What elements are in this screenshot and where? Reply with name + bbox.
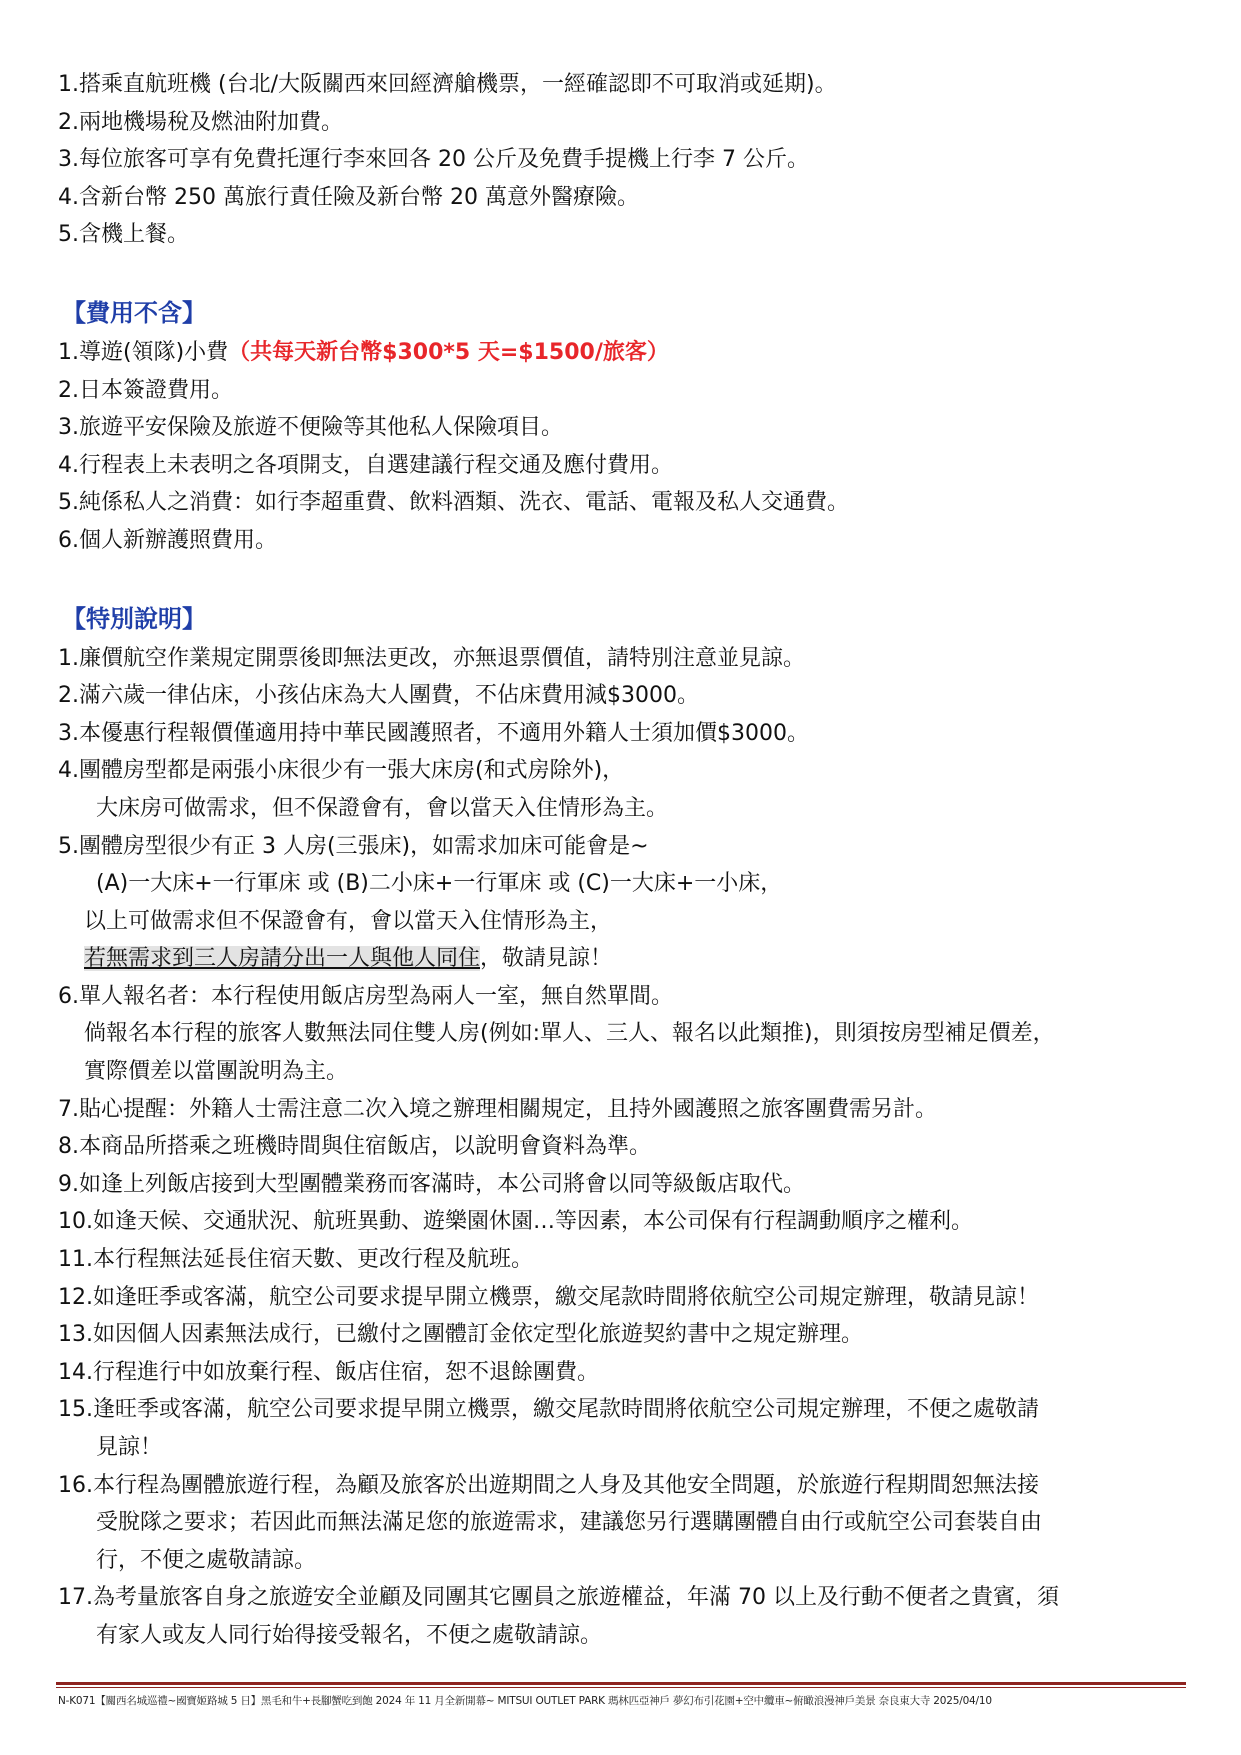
highlighted-text: 若無需求到三人房請分出一人與他人同住 <box>84 946 481 972</box>
list-item-continuation: 受脫隊之要求；若因此而無法滿足您的旅遊需求，建議您另行選購團體自由行或航空公司套裝自由 <box>96 1510 1043 1536</box>
list-item: 5.團體房型很少有正 3 人房(三張床)，如需求加床可能會是~ <box>58 833 649 859</box>
list-item: 6.單人報名者：本行程使用飯店房型為兩人一室，無自然單間。 <box>58 983 673 1009</box>
footer-divider-thin <box>56 1687 1186 1688</box>
list-item: 2.兩地機場稅及燃油附加費。 <box>58 109 343 135</box>
tip-amount: （共每天新台幣$300*5 天=$1500/旅客） <box>228 339 669 365</box>
list-item: 7.貼心提醒：外籍人士需注意二次入境之辦理相關規定，且持外國護照之旅客團費需另計。 <box>58 1096 937 1122</box>
list-item: 6.個人新辦護照費用。 <box>58 527 277 553</box>
list-item-continuation <box>58 940 1188 978</box>
list-item: 1.廉價航空作業規定開票後即無法更改，亦無退票價值，請特別注意並見諒。 <box>58 645 805 671</box>
tip-text: 1.導遊(領隊)小費 <box>58 339 229 365</box>
list-item: 3.本優惠行程報價僅適用持中華民國護照者，不適用外籍人士須加價$3000。 <box>58 720 809 746</box>
spacer <box>58 560 1188 598</box>
list-item-continuation: 大床房可做需求，但不保證會有，會以當天入住情形為主。 <box>96 795 669 821</box>
list-item-continuation: 以上可做需求但不保證會有，會以當天入住情形為主， <box>84 908 613 934</box>
list-item: 5.純係私人之消費：如行李超重費、飲料酒類、洗衣、電話、電報及私人交通費。 <box>58 490 849 516</box>
list-item: 9.如逢上列飯店接到大型團體業務而客滿時，本公司將會以同等級飯店取代。 <box>58 1171 805 1197</box>
list-item <box>58 334 1188 372</box>
list-item: 12.如逢旺季或客滿，航空公司要求提早開立機票，繳交尾款時間將依航空公司規定辦理，敬請見諒！ <box>58 1284 1039 1310</box>
included-list <box>58 66 1188 254</box>
page-footer: N-K071【關西名城巡禮~國寶姬路城 5 日】黑毛和牛+長腳蟹吃到飽 2024 年 11 月全新開幕~ MITSUI OUTLET PARK 瑪林匹亞神戶 夢幻布引花園+空中纜車~俯瞰浪漫神戶美景 奈良東大寺 2025/04/10 <box>58 1695 992 1707</box>
excluded-heading: 【費用不含】 <box>62 298 206 327</box>
list-item: 11.本行程無法延長住宿天數、更改行程及航班。 <box>58 1247 533 1273</box>
list-item: 2.日本簽證費用。 <box>58 377 233 403</box>
notes-list <box>58 640 1188 1655</box>
list-item: 3.旅遊平安保險及旅遊不便險等其他私人保險項目。 <box>58 415 563 441</box>
list-item: 13.如因個人因素無法成行，已繳付之團體訂金依定型化旅遊契約書中之規定辦理。 <box>58 1322 863 1348</box>
spacer <box>58 254 1188 292</box>
list-item: 4.含新台幣 250 萬旅行責任險及新台幣 20 萬意外醫療險。 <box>58 184 639 210</box>
footer-divider <box>56 1682 1186 1685</box>
excluded-list <box>58 334 1188 560</box>
list-item: 3.每位旅客可享有免費托運行李來回各 20 公斤及免費手提機上行李 7 公斤。 <box>58 147 809 173</box>
list-item: 15.逢旺季或客滿，航空公司要求提早開立機票，繳交尾款時間將依航空公司規定辦理，不便之處敬請 <box>58 1397 1039 1423</box>
list-item: 14.行程進行中如放棄行程、飯店住宿，恕不退餘團費。 <box>58 1359 599 1385</box>
list-item-continuation: 有家人或友人同行始得接受報名，不便之處敬請諒。 <box>96 1622 603 1648</box>
notes-heading: 【特別說明】 <box>62 604 206 633</box>
list-item-continuation: 見諒！ <box>96 1435 163 1460</box>
list-item: 4.團體房型都是兩張小床很少有一張大床房(和式房除外)， <box>58 758 625 784</box>
list-item: 2.滿六歲一律佔床，小孩佔床為大人團費，不佔床費用減$3000。 <box>58 683 699 709</box>
list-item-continuation: 實際價差以當團說明為主。 <box>84 1059 349 1085</box>
document-body <box>58 66 1188 1655</box>
list-item: 4.行程表上未表明之各項開支，自選建議行程交通及應付費用。 <box>58 452 673 478</box>
list-item: 8.本商品所搭乘之班機時間與住宿飯店，以說明會資料為準。 <box>58 1134 651 1160</box>
list-item: 10.如逢天候、交通狀況、航班異動、遊樂園休園…等因素，本公司保有行程調動順序之權利。 <box>58 1209 973 1235</box>
list-item: 17.為考量旅客自身之旅遊安全並顧及同團其它團員之旅遊權益，年滿 70 以上及行動不便者之貴賓，須 <box>58 1585 1059 1611</box>
list-item-continuation: 行，不便之處敬請諒。 <box>96 1547 317 1573</box>
list-item-continuation: (A)一大床+一行軍床 或 (B)二小床+一行軍床 或 (C)一大床+一小床， <box>96 871 783 897</box>
list-item: 5.含機上餐。 <box>58 222 189 248</box>
list-item: 1.搭乘直航班機 (台北/大阪關西來回經濟艙機票，一經確認即不可取消或延期)。 <box>58 72 837 97</box>
text-span: ，敬請見諒！ <box>480 946 613 972</box>
list-item-continuation: 倘報名本行程的旅客人數無法同住雙人房(例如:單人、三人、報名以此類推)，則須按房型補足價差， <box>84 1021 1055 1047</box>
list-item: 16.本行程為團體旅遊行程，為顧及旅客於出遊期間之人身及其他安全問題，於旅遊行程期間恕無法接 <box>58 1472 1039 1498</box>
